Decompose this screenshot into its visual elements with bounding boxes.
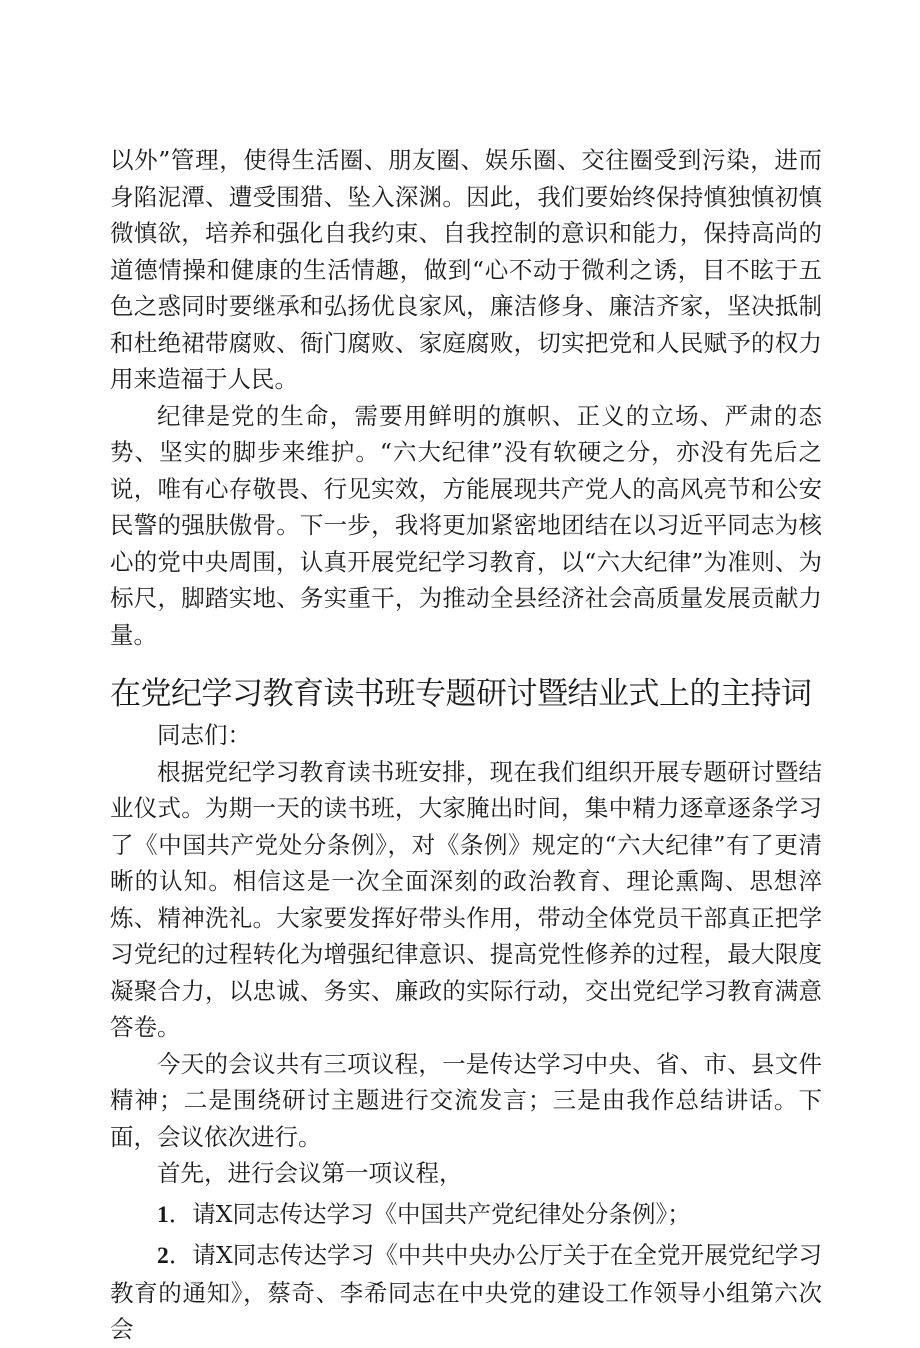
document-page [110, 142, 822, 1348]
body-paragraph-4: 今天的会议共有三项议程，一是传达学习中央、省、市、县文件精神；二是围绕研讨主题进行交流发言；三是由我作总结讲话。下面，会议依次进行。 [110, 1049, 822, 1151]
agenda-item-2-number: 2 [157, 1243, 169, 1269]
agenda-item-2 [110, 1237, 822, 1348]
agenda-item-2-text: ．请X同志传达学习《中共中央办公厅关于在全党开展党纪学习教育的通知》，蔡奇、李希同志在中央党的建设工作领导小组第六次会 [110, 1241, 822, 1343]
body-paragraph-2: 纪律是党的生命，需要用鲜明的旗帜、正义的立场、严肃的态势、坚实的脚步来维护。“六大纪律”没有软硬之分，亦没有先后之说，唯有心存敬畏、行见实效，方能展现共产党人的高风亮节和公安民警的强肤傲骨。下一步，我将更加紧密地团结在以习近平同志为核心的党中央周围，认真开展党纪学习教育，以“六大纪律”为准则、为标尺，脚踏实地、务实重干，为推动全县经济社会高质量发展贡献力量。 [110, 401, 822, 649]
body-paragraph-1: 以外”管理，使得生活圈、朋友圈、娱乐圈、交往圈受到污染，进而身陷泥潭、遭受围猎、坠入深渊。因此，我们要始终保持慎独慎初慎微慎欲，培养和强化自我约束、自我控制的意识和能力，保持高尚的道德情操和健康的生活情趣，做到“心不动于微利之诱，目不眩于五色之惑同时要继承和弘扬优良家风，廉洁修身、廉洁齐家，坚决抵制和杜绝裙带腐败、衙门腐败、家庭腐败，切实把党和人民赋予的权力用来造福于人民。 [110, 146, 822, 393]
agenda-item-1-text: ．请X同志传达学习《中国共产党纪律处分条例》； [168, 1199, 691, 1228]
body-paragraph-3: 根据党纪学习教育读书班安排，现在我们组织开展专题研讨暨结业仪式。为期一天的读书班，大家腌出时间，集中精力逐章逐条学习了《中国共产党处分条例》，对《条例》规定的“六大纪律”有了更清晰的认知。相信这是一次全面深刻的政治教育、理论熏陶、思想淬炼、精神洗礼。大家要发挥好带头作用，带动全体党员干部真正把学习党纪的过程转化为增强纪律意识、提高党性修养的过程，最大限度凝聚合力，以忠诚、务实、廉政的实际行动，交出党纪学习教育满意答卷。 [110, 757, 822, 1041]
agenda-item-1-number: 1 [157, 1201, 169, 1228]
body-paragraph-5: 首先，进行会议第一项议程， [157, 1159, 463, 1187]
section-heading: 在党纪学习教育读书班专题研讨暨结业式上的主持词 [110, 676, 812, 712]
salutation: 同志们： [157, 721, 251, 749]
agenda-item-1 [110, 1196, 822, 1234]
